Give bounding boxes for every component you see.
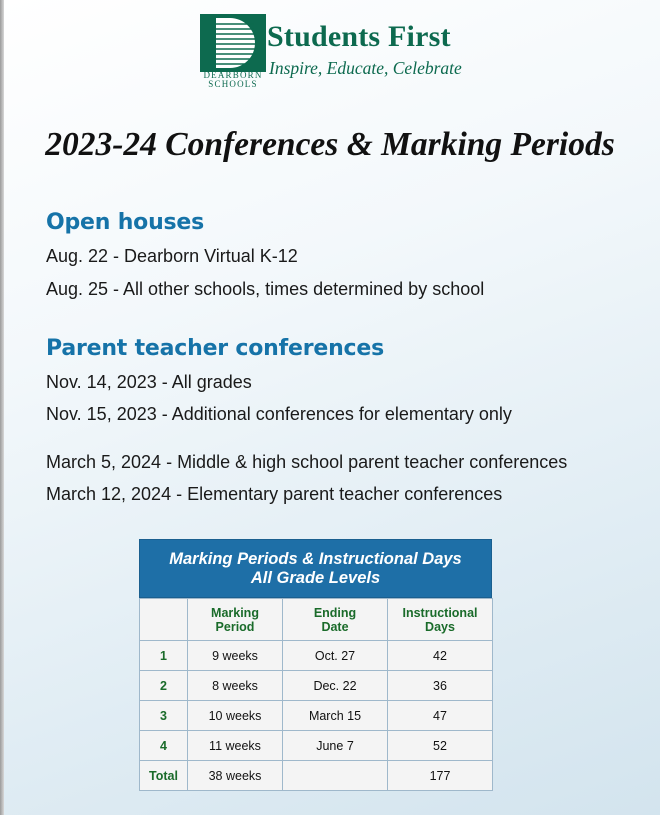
column-header-line: Date [321, 619, 349, 634]
column-header-line: Instructional [402, 605, 478, 620]
logo-district-word: SCHOOLS [208, 79, 258, 89]
table-row [140, 701, 493, 731]
column-header-line: Period [215, 619, 255, 634]
table-row [140, 731, 493, 761]
column-header-line: Days [425, 619, 455, 634]
page-edge-shadow [0, 0, 4, 815]
logo-title: Students First [267, 20, 451, 53]
ending-date-cell [283, 761, 388, 791]
column-header-line: Ending [313, 605, 357, 620]
table-row [140, 671, 493, 701]
conference-item: March 5, 2024 - Middle & high school parent teacher conferences [46, 452, 568, 472]
table-subtitle-line: All Grade Levels [250, 569, 381, 587]
conference-item: Nov. 15, 2023 - Additional conferences for elementary only [46, 404, 512, 424]
period-length-cell: 38 weeks [188, 761, 283, 791]
conference-item: Nov. 14, 2023 - All grades [46, 372, 252, 392]
open-house-item: Aug. 22 - Dearborn Virtual K-12 [46, 246, 298, 266]
page-title: 2023-24 Conferences & Marking Periods [45, 126, 615, 163]
open-houses-heading: Open houses [46, 210, 205, 235]
ending-date-cell: June 7 [283, 731, 388, 761]
instructional-days-cell: 42 [388, 641, 493, 671]
column-header-ending-date [283, 599, 388, 641]
row-label: 4 [140, 731, 188, 761]
row-label: 2 [140, 671, 188, 701]
ending-date-cell: March 15 [283, 701, 388, 731]
instructional-days-cell: 177 [388, 761, 493, 791]
instructional-days-cell: 47 [388, 701, 493, 731]
instructional-days-cell: 52 [388, 731, 493, 761]
table-title-line: Marking Periods & Instructional Days [169, 550, 462, 568]
row-label: 3 [140, 701, 188, 731]
ending-date-cell: Dec. 22 [283, 671, 388, 701]
table-title [139, 539, 492, 598]
table-header-row [140, 599, 493, 641]
conferences-heading: Parent teacher conferences [46, 336, 385, 361]
row-label: Total [140, 761, 188, 791]
period-length-cell: 11 weeks [188, 731, 283, 761]
period-length-cell: 8 weeks [188, 671, 283, 701]
column-header-marking-period [188, 599, 283, 641]
row-label: 1 [140, 641, 188, 671]
column-header-instructional-days [388, 599, 493, 641]
ending-date-cell: Oct. 27 [283, 641, 388, 671]
logo-district-name: DEARBORN [203, 70, 263, 80]
conference-item: March 12, 2024 - Elementary parent teacher conferences [46, 484, 503, 504]
open-house-item: Aug. 25 - All other schools, times determined by school [46, 279, 485, 299]
period-length-cell: 10 weeks [188, 701, 283, 731]
district-logo [200, 14, 480, 90]
table-row [140, 641, 493, 671]
table-total-row [140, 761, 493, 791]
period-length-cell: 9 weeks [188, 641, 283, 671]
column-header-line: Marking [211, 605, 259, 620]
marking-periods-grid [139, 598, 493, 791]
marking-periods-table [139, 539, 492, 791]
blank-header-cell [140, 599, 188, 641]
instructional-days-cell: 36 [388, 671, 493, 701]
dearborn-d-logo-icon [200, 14, 266, 72]
logo-tagline: Inspire, Educate, Celebrate [269, 58, 462, 78]
